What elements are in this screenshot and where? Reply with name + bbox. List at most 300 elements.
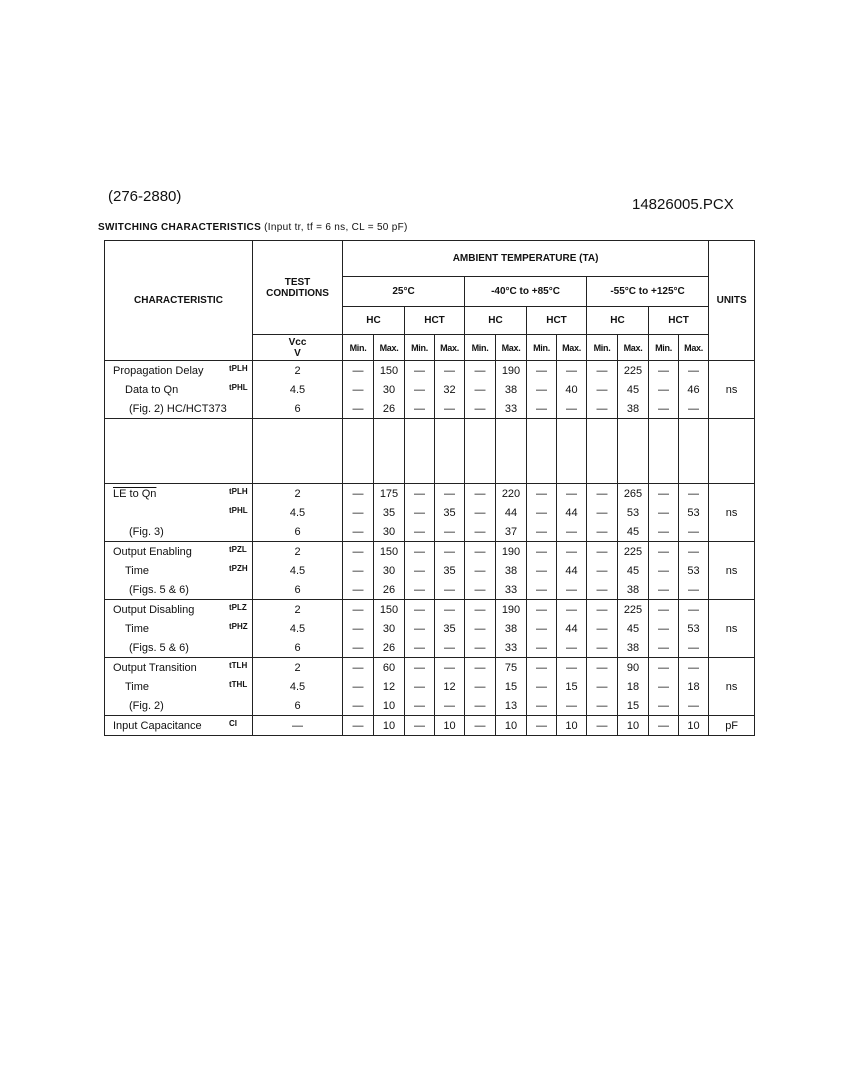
caption-conditions: (Input tr, tf = 6 ns, CL = 50 pF) (264, 222, 408, 233)
characteristic-cell (105, 503, 253, 522)
unit-cell (709, 580, 755, 600)
value-cell: 38 (618, 399, 649, 419)
value-cell: 75 (496, 658, 527, 678)
value-cell: — (587, 619, 618, 638)
vcc-cell: 2 (253, 542, 343, 562)
value-cell: — (527, 484, 557, 504)
table-row (105, 503, 755, 522)
unit-cell (709, 600, 755, 620)
family-hct: HCT (405, 307, 465, 335)
table-caption (98, 222, 408, 233)
value-cell: — (527, 638, 557, 658)
value-cell: — (649, 716, 679, 736)
vcc-cell: 4.5 (253, 677, 343, 696)
characteristic-label: Input Capacitance (113, 719, 202, 732)
value-cell: — (679, 696, 709, 716)
characteristic-label: (Figs. 5 & 6) (129, 583, 189, 596)
vcc-cell: 2 (253, 658, 343, 678)
value-cell: — (465, 503, 496, 522)
unit-cell (709, 361, 755, 381)
value-cell: — (465, 380, 496, 399)
value-cell: — (587, 638, 618, 658)
characteristic-label: (Figs. 5 & 6) (129, 641, 189, 654)
value-cell: 26 (374, 638, 405, 658)
unit-cell: ns (709, 619, 755, 638)
vcc-cell: 4.5 (253, 380, 343, 399)
value-cell: — (587, 600, 618, 620)
value-cell: — (557, 484, 587, 504)
value-cell: — (679, 399, 709, 419)
value-cell: 190 (496, 542, 527, 562)
symbol-label: tTLH (229, 661, 248, 670)
vcc-cell: 6 (253, 522, 343, 542)
table-row (105, 361, 755, 381)
value-cell: — (649, 399, 679, 419)
value-cell: — (343, 696, 374, 716)
value-cell: — (405, 677, 435, 696)
value-cell: — (465, 600, 496, 620)
value-cell: — (343, 658, 374, 678)
vcc-cell: 6 (253, 696, 343, 716)
characteristic-cell (105, 380, 253, 399)
empty-cell (435, 419, 465, 484)
unit-cell (709, 658, 755, 678)
value-cell: 220 (496, 484, 527, 504)
value-cell: 175 (374, 484, 405, 504)
table-row (105, 399, 755, 419)
table-row (105, 619, 755, 638)
value-cell: — (527, 716, 557, 736)
value-cell: — (465, 484, 496, 504)
vcc-cell: 4.5 (253, 561, 343, 580)
vcc-cell: 6 (253, 638, 343, 658)
value-cell: 40 (557, 380, 587, 399)
value-cell: — (557, 638, 587, 658)
value-cell: — (557, 542, 587, 562)
value-cell: — (679, 542, 709, 562)
value-cell: — (465, 696, 496, 716)
unit-cell (709, 522, 755, 542)
symbol-label: tPLH (229, 487, 248, 496)
value-cell: — (587, 658, 618, 678)
empty-cell (374, 419, 405, 484)
symbol-label: tPHL (229, 383, 248, 392)
value-cell: 35 (435, 503, 465, 522)
value-cell: 265 (618, 484, 649, 504)
value-cell: — (649, 361, 679, 381)
ambient-temperature-header: AMBIENT TEMPERATURE (TA) (343, 241, 709, 277)
value-cell: 15 (618, 696, 649, 716)
empty-cell (557, 419, 587, 484)
value-cell: 30 (374, 380, 405, 399)
value-cell: — (435, 580, 465, 600)
value-cell: — (405, 542, 435, 562)
unit-cell: pF (709, 716, 755, 736)
value-cell: 150 (374, 542, 405, 562)
test-conditions-header: TEST CONDITIONS (253, 241, 343, 335)
characteristic-cell (105, 638, 253, 658)
characteristic-label: Output Disabling (113, 603, 195, 616)
value-cell: — (343, 716, 374, 736)
value-cell: 53 (679, 503, 709, 522)
value-cell: — (557, 600, 587, 620)
value-cell: — (465, 677, 496, 696)
vcc-cell: 2 (253, 484, 343, 504)
value-cell: — (649, 696, 679, 716)
value-cell: 10 (557, 716, 587, 736)
value-cell: 53 (679, 561, 709, 580)
value-cell: — (587, 580, 618, 600)
value-cell: — (405, 380, 435, 399)
value-cell: 15 (496, 677, 527, 696)
value-cell: 33 (496, 399, 527, 419)
value-cell: — (343, 542, 374, 562)
empty-cell (587, 419, 618, 484)
value-cell: 190 (496, 361, 527, 381)
value-cell: 30 (374, 619, 405, 638)
value-cell: 44 (557, 619, 587, 638)
switching-characteristics-table (104, 240, 755, 736)
value-cell: 38 (618, 580, 649, 600)
vcc-cell: 6 (253, 399, 343, 419)
characteristic-cell (105, 484, 253, 504)
value-cell: — (587, 380, 618, 399)
value-cell: — (435, 658, 465, 678)
value-cell: — (343, 638, 374, 658)
caption-title: SWITCHING CHARACTERISTICS (98, 222, 262, 233)
value-cell: 33 (496, 638, 527, 658)
value-cell: — (649, 619, 679, 638)
min-header: Min. (405, 335, 435, 361)
characteristic-label: (Fig. 3) (129, 525, 164, 538)
value-cell: — (343, 619, 374, 638)
value-cell: — (527, 561, 557, 580)
vcc-cell: 2 (253, 600, 343, 620)
empty-cell (618, 419, 649, 484)
value-cell: — (405, 638, 435, 658)
symbol-label: CI (229, 719, 237, 728)
value-cell: — (679, 580, 709, 600)
value-cell: 150 (374, 600, 405, 620)
value-cell: 150 (374, 361, 405, 381)
value-cell: 45 (618, 561, 649, 580)
symbol-label: tPLH (229, 364, 248, 373)
value-cell: — (527, 580, 557, 600)
value-cell: — (527, 542, 557, 562)
characteristic-cell (105, 619, 253, 638)
value-cell: — (587, 716, 618, 736)
characteristic-cell (105, 677, 253, 696)
value-cell: — (679, 522, 709, 542)
characteristic-cell (105, 561, 253, 580)
max-header: Max. (435, 335, 465, 361)
value-cell: 190 (496, 600, 527, 620)
value-cell: — (587, 503, 618, 522)
characteristic-label: Time (125, 622, 150, 635)
value-cell: 26 (374, 580, 405, 600)
table-row (105, 658, 755, 678)
value-cell: 225 (618, 542, 649, 562)
value-cell: — (679, 600, 709, 620)
temp-range-85: -40°C to +85°C (465, 277, 587, 307)
value-cell: — (465, 638, 496, 658)
characteristic-cell (105, 658, 253, 678)
value-cell: — (557, 580, 587, 600)
value-cell: 10 (374, 696, 405, 716)
value-cell: — (587, 542, 618, 562)
empty-cell (709, 419, 755, 484)
value-cell: 32 (435, 380, 465, 399)
value-cell: — (587, 522, 618, 542)
value-cell: — (557, 658, 587, 678)
table-row (105, 484, 755, 504)
characteristic-label: Output Transition (113, 661, 197, 674)
value-cell: — (649, 503, 679, 522)
value-cell: — (527, 696, 557, 716)
value-cell: — (587, 561, 618, 580)
characteristic-cell (105, 522, 253, 542)
value-cell: 44 (557, 503, 587, 522)
value-cell: 10 (496, 716, 527, 736)
value-cell: — (557, 361, 587, 381)
empty-cell (465, 419, 496, 484)
part-number: (276-2880) (108, 188, 182, 205)
value-cell: — (435, 522, 465, 542)
value-cell: 225 (618, 600, 649, 620)
family-hc: HC (587, 307, 649, 335)
value-cell: 15 (557, 677, 587, 696)
vcc-cell: 6 (253, 580, 343, 600)
table-row (105, 380, 755, 399)
symbol-label: tPZH (229, 564, 248, 573)
value-cell: — (405, 716, 435, 736)
unit-cell (709, 638, 755, 658)
value-cell: — (435, 399, 465, 419)
table-row (105, 580, 755, 600)
unit-cell (709, 542, 755, 562)
value-cell: 12 (374, 677, 405, 696)
value-cell: — (527, 380, 557, 399)
value-cell: — (465, 716, 496, 736)
unit-cell (709, 696, 755, 716)
value-cell: — (343, 600, 374, 620)
value-cell: — (465, 522, 496, 542)
value-cell: — (405, 561, 435, 580)
value-cell: — (587, 696, 618, 716)
max-header: Max. (679, 335, 709, 361)
value-cell: — (343, 361, 374, 381)
value-cell: — (343, 580, 374, 600)
value-cell: — (649, 561, 679, 580)
family-hct: HCT (527, 307, 587, 335)
characteristic-label: Time (125, 564, 150, 577)
empty-cell (527, 419, 557, 484)
value-cell: — (435, 600, 465, 620)
characteristic-label: Propagation Delay (113, 364, 204, 377)
value-cell: — (587, 677, 618, 696)
vcc-header (253, 335, 343, 361)
characteristic-cell (105, 696, 253, 716)
value-cell: — (465, 619, 496, 638)
value-cell: — (527, 503, 557, 522)
value-cell: 44 (557, 561, 587, 580)
value-cell: — (465, 542, 496, 562)
empty-cell (679, 419, 709, 484)
value-cell: — (405, 619, 435, 638)
vcc-label: Vcc (288, 336, 307, 348)
table-row (105, 542, 755, 562)
value-cell: 33 (496, 580, 527, 600)
characteristic-label: Time (125, 680, 150, 693)
table-row (105, 638, 755, 658)
value-cell: 45 (618, 380, 649, 399)
symbol-label: tTHL (229, 680, 248, 689)
family-hct: HCT (649, 307, 709, 335)
value-cell: — (435, 638, 465, 658)
value-cell: — (343, 484, 374, 504)
value-cell: — (465, 658, 496, 678)
value-cell: — (649, 522, 679, 542)
value-cell: — (343, 522, 374, 542)
unit-cell (709, 399, 755, 419)
empty-cell (649, 419, 679, 484)
value-cell: — (405, 503, 435, 522)
value-cell: — (649, 580, 679, 600)
value-cell: — (405, 361, 435, 381)
value-cell: 10 (679, 716, 709, 736)
characteristic-cell (105, 600, 253, 620)
unit-cell: ns (709, 677, 755, 696)
min-header: Min. (587, 335, 618, 361)
units-header: UNITS (709, 241, 755, 361)
value-cell: 35 (435, 561, 465, 580)
unit-cell (709, 484, 755, 504)
value-cell: — (649, 484, 679, 504)
value-cell: 26 (374, 399, 405, 419)
value-cell: — (527, 522, 557, 542)
value-cell: — (527, 600, 557, 620)
table-row (105, 716, 755, 736)
value-cell: 35 (374, 503, 405, 522)
value-cell: — (405, 696, 435, 716)
value-cell: 18 (618, 677, 649, 696)
max-header: Max. (496, 335, 527, 361)
characteristic-cell (105, 361, 253, 381)
value-cell: — (587, 484, 618, 504)
value-cell: — (557, 522, 587, 542)
value-cell: — (405, 484, 435, 504)
value-cell: — (465, 399, 496, 419)
value-cell: — (557, 399, 587, 419)
symbol-label: tPHZ (229, 622, 248, 631)
temp-range-25: 25°C (343, 277, 465, 307)
characteristic-label: Output Enabling (113, 545, 192, 558)
value-cell: — (405, 522, 435, 542)
value-cell: 38 (618, 638, 649, 658)
table-row (105, 677, 755, 696)
value-cell: — (343, 399, 374, 419)
unit-cell: ns (709, 380, 755, 399)
value-cell: 60 (374, 658, 405, 678)
characteristic-label: Data to Qn (125, 383, 179, 396)
vcc-cell: — (253, 716, 343, 736)
min-header: Min. (649, 335, 679, 361)
value-cell: — (343, 677, 374, 696)
table-row (105, 561, 755, 580)
characteristic-cell (105, 399, 253, 419)
value-cell: — (649, 600, 679, 620)
value-cell: 38 (496, 380, 527, 399)
value-cell: — (679, 484, 709, 504)
characteristic-cell (105, 580, 253, 600)
value-cell: 10 (618, 716, 649, 736)
characteristic-header: CHARACTERISTIC (105, 241, 253, 361)
value-cell: — (527, 399, 557, 419)
value-cell: 13 (496, 696, 527, 716)
spacer-row (105, 419, 755, 484)
value-cell: 53 (618, 503, 649, 522)
value-cell: — (435, 542, 465, 562)
value-cell: 18 (679, 677, 709, 696)
value-cell: 46 (679, 380, 709, 399)
min-header: Min. (527, 335, 557, 361)
max-header: Max. (374, 335, 405, 361)
value-cell: — (527, 619, 557, 638)
value-cell: — (679, 658, 709, 678)
value-cell: — (405, 399, 435, 419)
value-cell: 30 (374, 561, 405, 580)
value-cell: 37 (496, 522, 527, 542)
characteristic-cell (105, 542, 253, 562)
empty-cell (253, 419, 343, 484)
value-cell: 10 (435, 716, 465, 736)
table-row (105, 522, 755, 542)
value-cell: — (465, 580, 496, 600)
value-cell: — (587, 361, 618, 381)
value-cell: — (649, 542, 679, 562)
value-cell: — (649, 380, 679, 399)
value-cell: — (649, 658, 679, 678)
family-hc: HC (343, 307, 405, 335)
value-cell: — (527, 677, 557, 696)
value-cell: 90 (618, 658, 649, 678)
value-cell: 44 (496, 503, 527, 522)
family-hc: HC (465, 307, 527, 335)
characteristic-cell (105, 716, 253, 736)
value-cell: — (405, 658, 435, 678)
temp-range-125: -55°C to +125°C (587, 277, 709, 307)
value-cell: 12 (435, 677, 465, 696)
unit-cell: ns (709, 561, 755, 580)
value-cell: 38 (496, 561, 527, 580)
value-cell: — (405, 580, 435, 600)
value-cell: — (343, 503, 374, 522)
value-cell: — (343, 380, 374, 399)
value-cell: — (587, 399, 618, 419)
value-cell: 35 (435, 619, 465, 638)
empty-cell (343, 419, 374, 484)
characteristic-label: LE to Qn (113, 487, 157, 500)
characteristic-label: (Fig. 2) (129, 699, 164, 712)
max-header: Max. (557, 335, 587, 361)
value-cell: 10 (374, 716, 405, 736)
symbol-label: tPZL (229, 545, 247, 554)
value-cell: — (435, 696, 465, 716)
value-cell: — (435, 361, 465, 381)
empty-cell (496, 419, 527, 484)
value-cell: — (435, 484, 465, 504)
value-cell: 45 (618, 522, 649, 542)
